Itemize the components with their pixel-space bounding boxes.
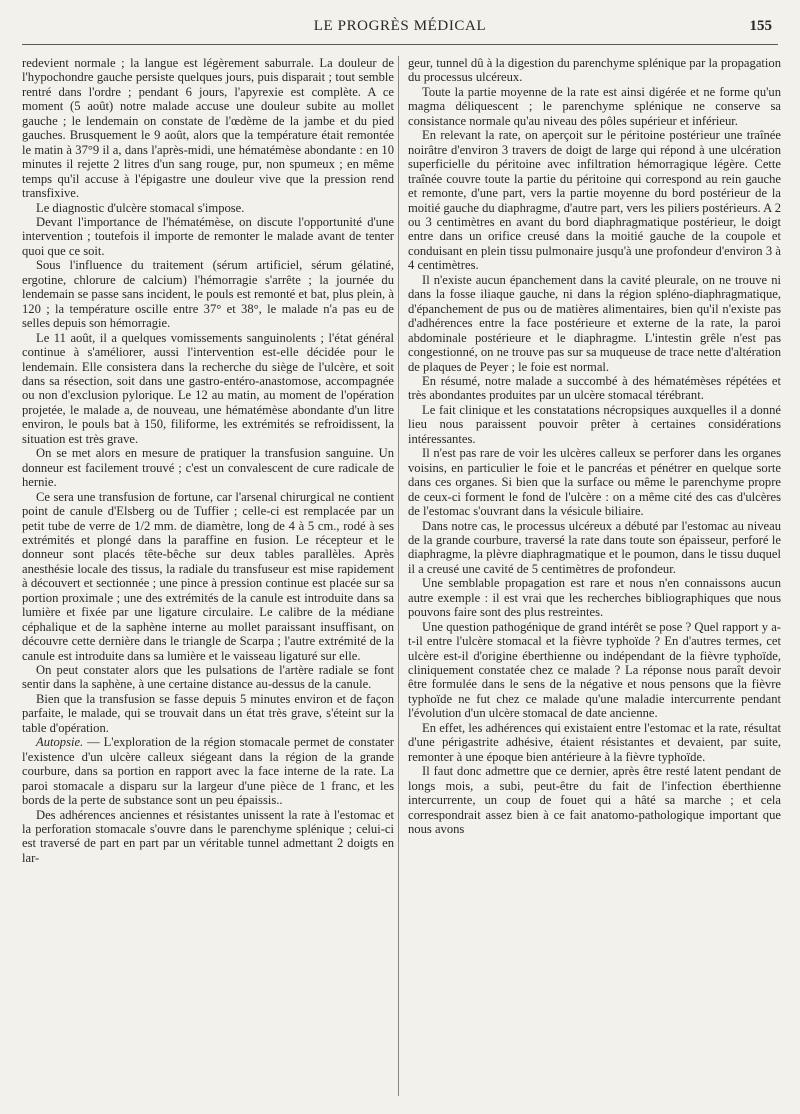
page-number: 155 <box>749 18 772 34</box>
paragraph-text: En effet, les adhérences qui existaient entre l'estomac et la rate, résultat d'une périgastrite adhésive, étaient résistantes et devaient, par suite, remonter à une époque bien antérieure à la fièvre typhoïde. <box>408 720 781 764</box>
paragraph-text: Il n'est pas rare de voir les ulcères calleux se perforer dans les organes voisins, en particulier le foie et le pancréas et pénétrer en quelque sorte dans ces organes. Si bien que la surface ou même le parenchyme propre de ceux-ci forment le fond de l'ulcère : on a même cité des cas d'ulcères de l'estomac s'ouvrant dans la vésicule biliaire. <box>408 446 781 519</box>
paragraph <box>408 374 781 403</box>
paragraph <box>22 331 394 447</box>
paragraph <box>22 735 394 807</box>
paragraph <box>408 519 781 577</box>
paragraph <box>22 215 394 258</box>
paragraph <box>22 663 394 692</box>
paragraph-text: Le fait clinique et les constatations nécropsiques auxquelles il a donné lieu nous paraissent pouvoir prêter à certaines considérations intéressantes. <box>408 402 781 446</box>
paragraph-text: — L'exploration de la région stomacale permet de constater l'existence d'un ulcère calleux siégeant dans la région de la grande courbure, dans sa portion en rapport avec la face interne de la rate. La paroi stomacale a disparu sur la largeur d'une pièce de 1 franc, et les bords de la perte de substance sont un peu épaissis.. <box>22 735 394 808</box>
paragraph <box>408 273 781 374</box>
paragraph <box>408 403 781 446</box>
paragraph <box>408 764 781 836</box>
page-header <box>22 18 778 44</box>
paragraph <box>22 56 394 201</box>
paragraph-text: Devant l'importance de l'hématémèse, on discute l'opportunité d'une intervention ; toutefois il importe de remonter le malade avant de tenter quoi que ce soit. <box>22 214 394 258</box>
paragraph-text: On se met alors en mesure de pratiquer la transfusion sanguine. Un donneur est facilement trouvé ; c'est un convalescent de cure radicale de hernie. <box>22 446 394 490</box>
paragraph-text: Une semblable propagation est rare et nous n'en connaissons aucun autre exemple : il est vrai que les recherches bibliographiques que nous pouvons faire sont des plus restreintes. <box>408 576 781 620</box>
paragraph-text: Une question pathogénique de grand intérêt se pose ? Quel rapport y a-t-il entre l'ulcère stomacal et la fièvre typhoïde ? En d'autres termes, cet ulcère est-il d'origine éberthienne ou indépendant de la fièvre typhoïde, cliniquement constatée chez ce malade ? La réponse nous paraît devoir être formulée dans le sens de la négative et nous pensons que la fièvre typhoïde ne fut chez ce malade qu'une maladie intercurrente pendant l'évolution d'un ulcère stomacal de date ancienne. <box>408 619 781 721</box>
paragraph-text: Il faut donc admettre que ce dernier, après être resté latent pendant de longs mois, a subi, peut-être du fait de l'infection éberthienne intercurrente, un coup de fouet qui a hâté sa marche ; et cela correspondrait assez bien à ce fait anatomo-pathologique important que nous avons <box>408 764 781 837</box>
paragraph-text: On peut constater alors que les pulsations de l'artère radiale se font sentir dans la saphène, à une certaine distance au-dessus de la canule. <box>22 663 394 692</box>
paragraph <box>408 446 781 518</box>
paragraph-text: Bien que la transfusion se fasse depuis 5 minutes environ et de façon parfaite, le malade, qui se trouvait dans un état très grave, s'éteint sur la table d'opération. <box>22 691 394 735</box>
paragraph <box>22 490 394 663</box>
paragraph <box>408 56 781 85</box>
paragraph <box>22 258 394 330</box>
right-column <box>408 56 781 836</box>
section-label: Autopsie. <box>36 735 84 750</box>
paragraph <box>22 446 394 489</box>
paragraph <box>408 576 781 619</box>
paragraph <box>408 85 781 128</box>
paragraph-text: Dans notre cas, le processus ulcéreux a débuté par l'estomac au niveau de la grande courbure, traversé la rate dans toute son épaisseur, perforé le diaphragme, la plèvre diaphragmatique et le poumon, dans le tissu duquel il a creusé une cavité de 5 centimètres de profondeur. <box>408 518 781 576</box>
paragraph-text: Le diagnostic d'ulcère stomacal s'impose. <box>36 200 245 215</box>
paragraph-text: En relevant la rate, on aperçoit sur le péritoine postérieur une traînée noirâtre d'environ 3 travers de doigt de large qui répond à une ulcération superficielle du péritoine avec infiltration hémorragique légère. Cette traînée couvre toute la partie du péritoine qui correspond au rein gauche et remonte, d'une part, vers la partie moyenne du bord postérieur de la moitié gauche du diaphragme, d'autre part, vers les piliers postérieurs. A 2 ou 3 centimètres en avant du bord diaphragmatique postérieur, le doigt entre dans un orifice creusé dans la moitié gauche de la coupole et conduisant en plein tissu pulmonaire jusqu'à une profondeur d'environ 3 à 4 centimètres. <box>408 128 781 273</box>
paragraph <box>408 620 781 721</box>
paragraph-text: Il n'existe aucun épanchement dans la cavité pleurale, on ne trouve ni dans la fosse iliaque gauche, ni dans la région spléno-diaphragmatique, d'épanchement de pus ou de matières alimentaires, bien qu'il n'existe pas d'adhérences entre la face postérieure et externe de la rate, la paroi abdominale postérieure et le diaphragme. L'intestin grêle n'est pas congestionné, on ne trouve pas sur sa muqueuse de trace nette d'altération de plaques de Peyer ; le foie est normal. <box>408 272 781 374</box>
column-divider <box>398 56 399 1096</box>
paragraph <box>22 201 394 215</box>
paragraph-text: Le 11 août, il a quelques vomissements sanguinolents ; l'état général continue à s'améliorer, aussi l'intervention est-elle décidée pour le lendemain. Elle consistera dans la recherche du siège de l'ulcère, et soit dans sa résection, soit dans une gastro-entéro-anastomose, accompagnée ou non d'exclusion pylorique. Le 12 au matin, au moment de l'opération projetée, le malade a, de nouveau, une hématémèse abondante d'un litre environ, le pouls bat à 150, filiforme, les extrémités se refroidissent, la situation est très grave. <box>22 330 394 446</box>
paragraph-text: Sous l'influence du traitement (sérum artificiel, sérum gélatiné, ergotine, chlorure de calcium) l'hémorragie s'arrête ; la journée du lendemain se passe sans incident, le pouls est remonté et bat, plus plein, à 120 ; la température oscille entre 37° et 38°, le malade n'a pas eu de selles depuis son hémorragie. <box>22 258 394 331</box>
paragraph <box>408 128 781 273</box>
paragraph-text: geur, tunnel dû à la digestion du parenchyme splénique par la propagation du processus ulcéreux. <box>408 56 781 85</box>
paragraph-text: En résumé, notre malade a succombé à des hématémèses répétées et très abondantes produites par un ulcère stomacal térébrant. <box>408 373 781 403</box>
paragraph-text: redevient normale ; la langue est légèrement saburrale. La douleur de l'hypochondre gauche persiste quelques jours, puis disparait ; tout semble rentré dans l'ordre ; pendant 6 jours, l'apyrexie est complète. A ce moment (5 août) notre malade accuse une douleur subite au mollet gauche ; le lendemain on constate de l'œdème de la jambe et du pied gauches. Brusquement le 9 août, alors que la température était remontée le matin à 37°9 il a, dans l'après-midi, une hématémèse abondante : en 10 minutes il rejette 2 litres d'un sang rouge, pur, non spumeux ; en même temps qu'il accuse à l'épigastre une douleur vive que la pression rend transfixive. <box>22 56 394 201</box>
journal-title: LE PROGRÈS MÉDICAL <box>313 18 487 34</box>
paragraph-text: Des adhérences anciennes et résistantes unissent la rate à l'estomac et la perforation stomacale s'ouvre dans le parenchyme splénique ; celui-ci est traversé de part en part par un véritable tunnel admettant 2 doigts en lar- <box>22 807 394 865</box>
paragraph-text: Toute la partie moyenne de la rate est ainsi digérée et ne forme qu'un magma déliquescent ; le parenchyme splénique ne conserve sa consistance normale qu'au niveau des pôles supérieur et inférieur. <box>408 84 781 128</box>
paragraph-text: Ce sera une transfusion de fortune, car l'arsenal chirurgical ne contient point de canule d'Elsberg ou de Tuffier ; celle-ci est remplacée par un petit tube de verre de 1/2 mm. de diamètre, long de 4 à 5 cm., rodé à ses extrémités et plongé dans la paraffine en fusion. Le récepteur et le donneur sont placés tête-bêche sur deux tables parallèles. Après anesthésie locale des tissus, la radiale du transfuseur est mise rapidement à découvert et sectionnée ; une pince à pression continue est placée sur sa portion proximale ; une des extrémités de la canule est introduite dans sa lumière et fixée par une ligature circulaire. Le calibre de la médiane céphalique et de la saphène interne au mollet paraissant insuffisant, on découvre cette dernière dans le triangle de Scarpa ; l'autre extrémité de la canule est introduite dans sa lumière et le vaisseau ligaturé sur elle. <box>22 489 394 663</box>
left-column <box>22 56 394 865</box>
paragraph <box>22 808 394 866</box>
header-rule <box>22 44 778 45</box>
paragraph <box>22 692 394 735</box>
paragraph <box>408 721 781 764</box>
